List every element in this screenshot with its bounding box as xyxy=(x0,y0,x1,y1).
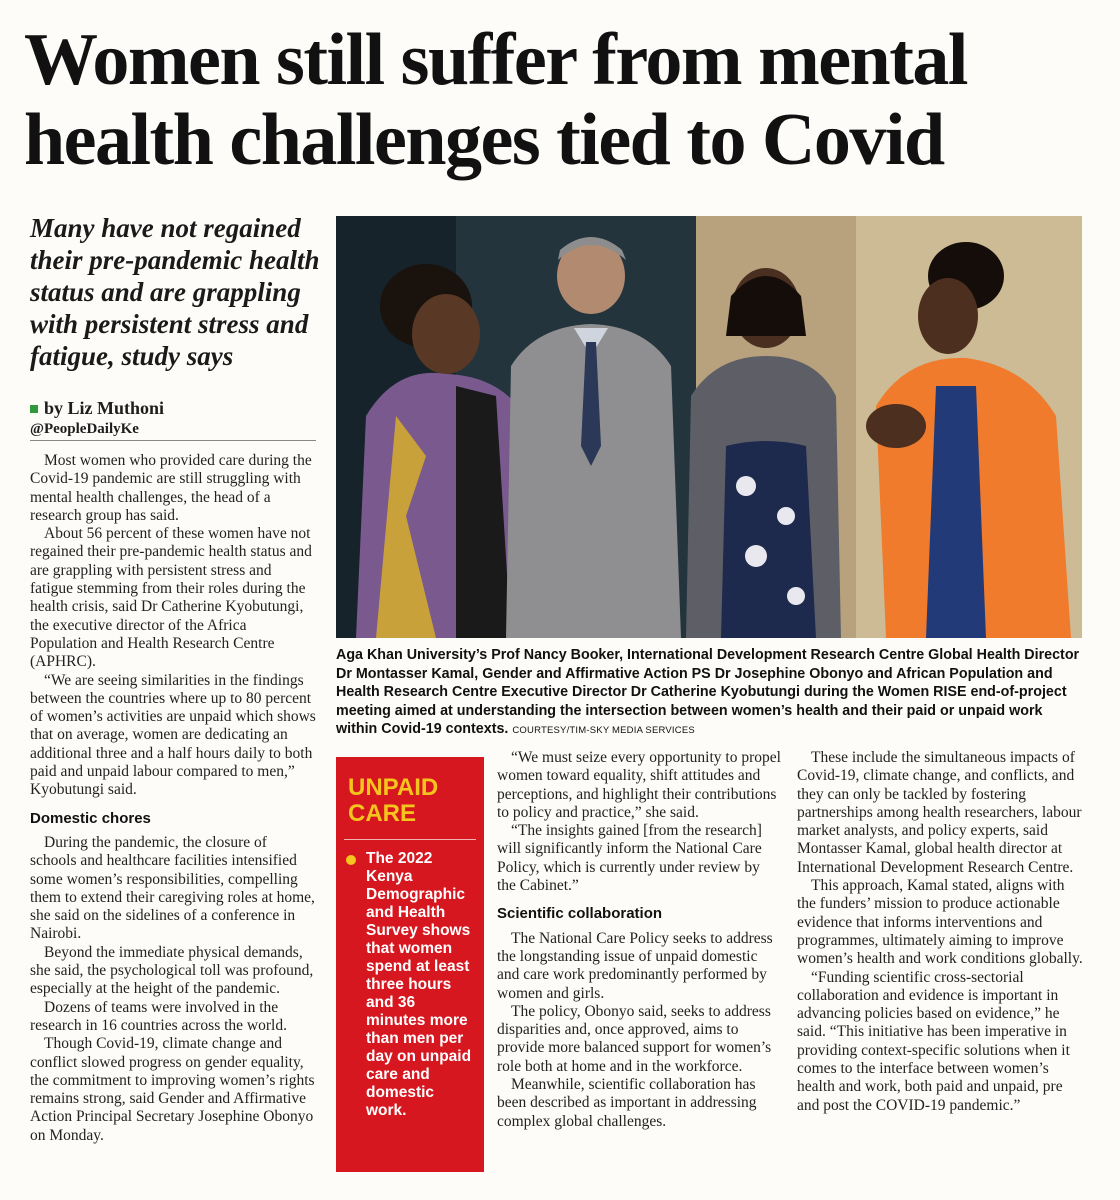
paragraph: The policy, Obonyo said, seeks to address disparities and, once approved, aims to provide more balanced support for women’s role both at home and in the workforce. xyxy=(497,1002,772,1075)
photo-illustration xyxy=(336,216,1082,638)
article-column-3 xyxy=(797,749,1084,1115)
byline-handle: @PeopleDailyKe xyxy=(30,421,139,437)
paragraph: “We must seize every opportunity to propel women toward equality, shift attitudes and perceptions, and highlight their contributions to policy and practice,” she said. xyxy=(497,749,781,821)
byline-divider xyxy=(30,440,316,441)
paragraph: “We are seeing similarities in the findings between the countries where up to 80 percent of women’s activities are unpaid which shows that on average, women are dedicating an additional three and a half hours daily to both paid and unpaid labour compared to men,” Kyobutungi said. xyxy=(30,671,316,799)
paragraph: “The insights gained [from the research] will significantly inform the National Care Policy, which is currently under review by the Cabinet.” xyxy=(497,822,762,895)
article-column-2 xyxy=(497,749,782,1131)
standfirst: Many have not regained their pre-pandemic health status and are grappling with persistent stress and fatigue, study says xyxy=(30,213,320,371)
photo-credit: COURTESY/TIM-SKY MEDIA SERVICES xyxy=(512,725,695,736)
bullet-icon xyxy=(346,855,356,865)
headline-line-1: Women still suffer from mental xyxy=(24,19,967,101)
news-photo xyxy=(336,216,1082,638)
green-square-icon xyxy=(30,405,38,413)
paragraph: About 56 percent of these women have not regained their pre-pandemic health status and are grappling with persistent stress and fatigue stemming from their roles during the health crisis, said Dr Catherine Kyobutungi, the executive director of the Africa Population and Health Research Centre (APHRC). xyxy=(30,525,312,671)
author-name: by Liz Muthoni xyxy=(44,398,165,418)
paragraph: During the pandemic, the closure of schools and healthcare facilities intensified some women’s responsibilities, compelling them to extend their caregiving roles at home, she said on the sidelines of a conference in Nairobi. xyxy=(30,833,315,943)
paragraph: “Funding scientific cross-sectorial collaboration and evidence is important in advancing policies based on evidence,” he said. “This initiative has been imperative in providing context-specific solutions when it comes to the interface between women’s health and work, both paid and unpaid, pre and post the COVID-19 pandemic.” xyxy=(797,968,1070,1114)
headline-line-2: health challenges tied to Covid xyxy=(24,99,944,181)
sidebar-fact-text: The 2022 Kenya Demographic and Health Survey shows that women spend at least three hours and 36 minutes more than men per day on unpaid care and domestic work. xyxy=(366,850,472,1119)
unpaid-care-sidebar xyxy=(336,757,484,1172)
byline xyxy=(30,398,320,438)
paragraph: These include the simultaneous impacts of Covid-19, climate change, and conflicts, and they can only be tackled by fostering partnerships among health researchers, labour market analysts, and policy experts, said Montasser Kamal, global health director at International Development Research Centre. xyxy=(797,749,1082,876)
paragraph: The National Care Policy seeks to address the longstanding issue of unpaid domestic and care work predominantly performed by women and girls. xyxy=(497,929,773,1002)
caption-text: Aga Khan University’s Prof Nancy Booker, International Development Research Centre Global Health Director Dr Montasser Kamal, Gender and Affirmative Action PS Dr Josephine Obonyo and African Population and Health Research Centre Executive Director Dr Catherine Kyobutungi during the Women RISE end-of-project meeting aimed at understanding the intersection between women’s health and their paid or unpaid work within Covid-19 contexts. xyxy=(336,647,1080,737)
paragraph: This approach, Kamal stated, aligns with the funders’ mission to produce actionable evidence that informs interventions and programmes, ultimately aiming to improve women’s health and work conditions globally. xyxy=(797,877,1083,968)
byline-author xyxy=(30,398,320,419)
paragraph: Meanwhile, scientific collaboration has been described as important in addressing complex global challenges. xyxy=(497,1076,757,1130)
paragraph: Dozens of teams were involved in the research in 16 countries across the world. xyxy=(30,998,287,1034)
photo-caption xyxy=(336,646,1084,741)
paragraph: Most women who provided care during the Covid-19 pandemic are still struggling with mental health challenges, the head of a research group has said. xyxy=(30,452,312,524)
article-column-1 xyxy=(30,452,316,1145)
subhead-domestic-chores: Domestic chores xyxy=(30,809,151,827)
paragraph: Beyond the immediate physical demands, she said, the psychological toll was profound, especially at the height of the pandemic. xyxy=(30,943,314,998)
sidebar-title xyxy=(336,757,484,827)
sidebar-title-line-1: UNPAID xyxy=(348,774,439,801)
paragraph: Though Covid-19, climate change and conflict slowed progress on gender equality, the commitment to improving women’s rights remains strong, said Gender and Affirmative Action Principal Secretary Josephine Obonyo on Monday. xyxy=(30,1035,315,1144)
subhead-scientific-collaboration: Scientific collaboration xyxy=(497,905,663,923)
sidebar-title-line-2: CARE xyxy=(348,800,417,827)
sidebar-fact xyxy=(336,840,484,1120)
headline xyxy=(24,20,1104,180)
